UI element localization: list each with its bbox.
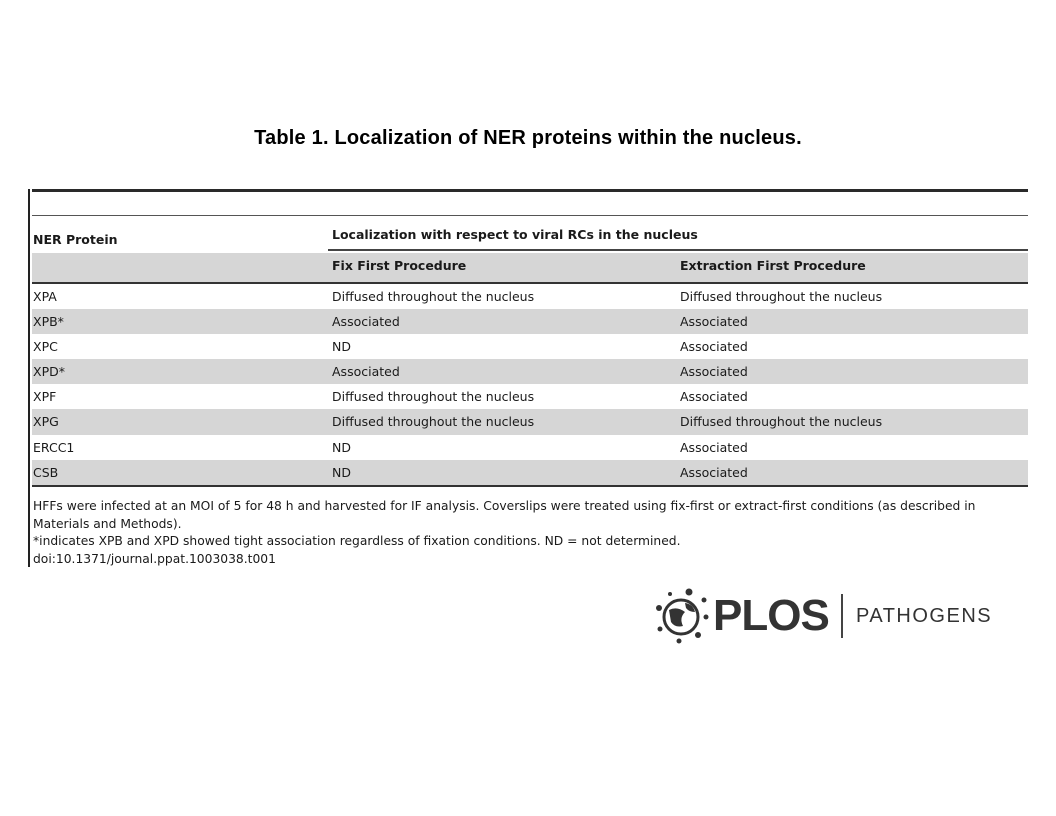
table-title: Table 1. Localization of NER proteins within the nucleus. bbox=[254, 127, 802, 149]
cell-protein: CSB bbox=[33, 464, 59, 480]
table-row bbox=[32, 435, 1028, 460]
cell-fix-first: ND bbox=[332, 339, 351, 355]
cell-fix-first: ND bbox=[332, 439, 351, 455]
table-figure bbox=[28, 189, 1028, 567]
cell-fix-first: Associated bbox=[332, 364, 400, 380]
table-row bbox=[32, 460, 1028, 485]
table-body bbox=[32, 284, 1028, 485]
footnote-methods: HFFs were infected at an MOI of 5 for 48 h and harvested for IF analysis. Coverslips were treated using fix-first or extract-first conditions (as described in Materials and Methods). bbox=[33, 499, 976, 531]
cell-extraction-first: Diffused throughout the nucleus bbox=[680, 414, 883, 430]
table-header-rule bbox=[32, 215, 1028, 216]
cell-protein: XPF bbox=[33, 389, 57, 405]
header-extraction-first: Extraction First Procedure bbox=[680, 258, 866, 273]
table-row bbox=[32, 284, 1028, 309]
cell-extraction-first: Associated bbox=[680, 389, 748, 405]
table-row bbox=[32, 359, 1028, 384]
cell-extraction-first: Associated bbox=[680, 439, 748, 455]
cell-protein: ERCC1 bbox=[33, 439, 75, 455]
cell-extraction-first: Associated bbox=[680, 339, 748, 355]
footnote-asterisk: *indicates XPB and XPD showed tight association regardless of fixation conditions. ND = not determined. bbox=[33, 534, 681, 548]
cell-fix-first: Diffused throughout the nucleus bbox=[332, 414, 535, 430]
group-header-rule bbox=[328, 249, 1028, 251]
cell-extraction-first: Associated bbox=[680, 464, 748, 480]
cell-protein: XPC bbox=[33, 339, 58, 355]
cell-protein: XPA bbox=[33, 289, 57, 304]
footnote-doi: doi:10.1371/journal.ppat.1003038.t001 bbox=[33, 551, 276, 566]
table-bottom-rule bbox=[32, 485, 1028, 487]
cell-fix-first: Diffused throughout the nucleus bbox=[332, 389, 535, 405]
table-top-rule bbox=[32, 189, 1028, 192]
cell-extraction-first: Associated bbox=[680, 364, 748, 380]
header-localization-group: Localization with respect to viral RCs in the nucleus bbox=[332, 227, 698, 242]
cell-protein: XPD* bbox=[33, 364, 65, 380]
logo-brand-text: PLOS bbox=[713, 591, 829, 640]
table-row bbox=[32, 334, 1028, 359]
cell-protein: XPG bbox=[33, 414, 59, 430]
cell-extraction-first: Associated bbox=[680, 314, 748, 330]
cell-protein: XPB* bbox=[33, 314, 64, 330]
left-border-line bbox=[28, 189, 30, 567]
plos-pathogens-logo bbox=[655, 588, 995, 644]
table-row bbox=[32, 409, 1028, 434]
table-row bbox=[32, 384, 1028, 409]
cell-fix-first: ND bbox=[332, 464, 351, 480]
cell-fix-first: Diffused throughout the nucleus bbox=[332, 289, 535, 304]
logo-journal-text: PATHOGENS bbox=[856, 605, 993, 627]
header-fix-first: Fix First Procedure bbox=[332, 258, 467, 273]
logo-divider bbox=[841, 594, 843, 638]
table-row bbox=[32, 309, 1028, 334]
plos-globe-icon bbox=[655, 588, 711, 644]
column-header-band bbox=[32, 253, 1028, 282]
cell-extraction-first: Diffused throughout the nucleus bbox=[680, 289, 883, 304]
table-footnotes bbox=[33, 498, 1028, 568]
header-ner-protein: NER Protein bbox=[33, 232, 118, 247]
cell-fix-first: Associated bbox=[332, 314, 400, 330]
